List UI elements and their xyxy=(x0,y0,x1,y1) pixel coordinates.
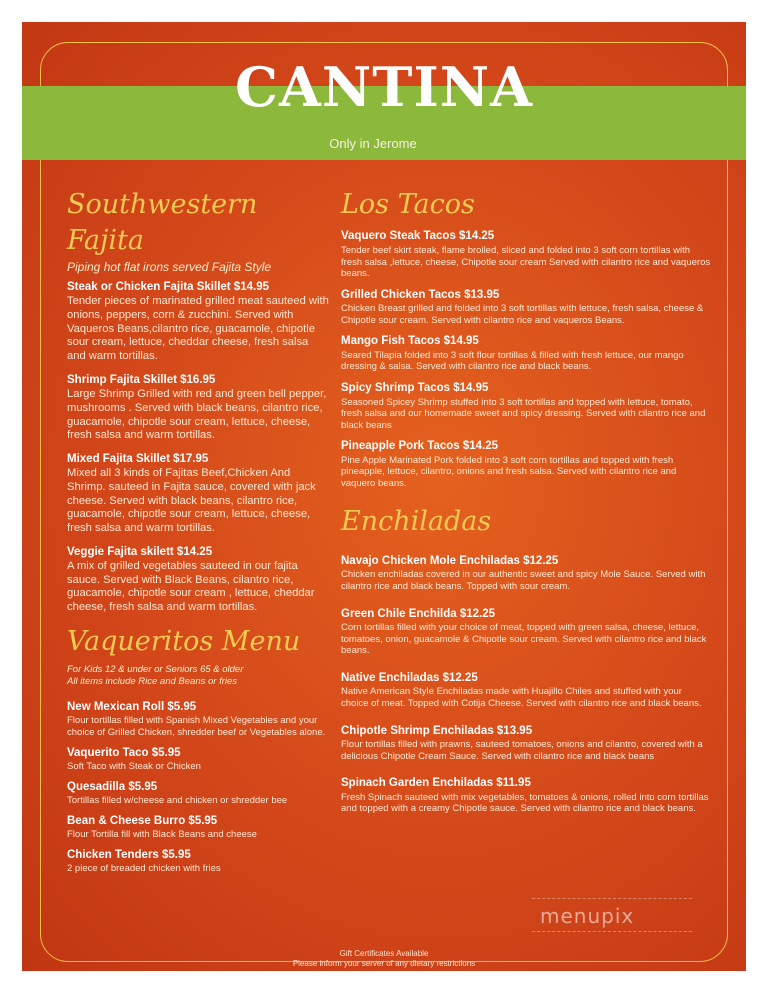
item-description: Tender beef skirt steak, flame broiled, sliced and folded into 3 soft corn tortillas with fresh salsa ,lettuce, cheese, Chipotle sour cream Served with cilantro rice and vaqueros beans. xyxy=(341,244,711,280)
item-description: Native American Style Enchiladas made with Huajillo Chiles and stuffed with your choice of meat. Topped with Cotija Cheese. Served with cilantro rice and black beans. xyxy=(341,686,702,709)
menu-item xyxy=(341,554,711,593)
restaurant-title: CANTINA xyxy=(235,55,533,119)
item-name: Grilled Chicken Tacos $13.95 xyxy=(341,288,500,301)
menu-item xyxy=(341,607,711,657)
menu-item xyxy=(67,545,330,615)
menu-item xyxy=(341,776,711,815)
item-name: Vaquero Steak Tacos $14.25 xyxy=(341,230,495,243)
item-name: Steak or Chicken Fajita Skillet $14.95 xyxy=(67,280,269,293)
item-description: Seared Tilapia folded into 3 soft flour tortillas & filled with fresh lettuce, our mango dressing & salsa. Served with cilantro rice and black beans. xyxy=(341,349,684,373)
menu-item xyxy=(341,288,711,327)
menu-item xyxy=(67,452,330,536)
menupix-watermark: menupix xyxy=(532,898,692,932)
item-description: Chicken enchiladas covered in our authentic sweet and spicy Mole Sauce. Served with cilantro rice and black beans. Topped with sour cream. xyxy=(341,569,706,593)
item-description: Flour tortillas filled with prawns, sauteed tomatoes, onions and cilantro, covered with a delicious Chipotle Cream Sauce. Served with cilantro rice and black beans xyxy=(341,739,703,762)
menu-item xyxy=(67,848,330,875)
item-name: Veggie Fajita skilett $14.25 xyxy=(67,545,213,558)
menu-item xyxy=(341,671,711,710)
item-description: Flour tortillas filled with Spanish Mixed Vegetables and your choice of Grilled Chicken, shredder beef or Vegetables alone. xyxy=(67,715,326,739)
menu-item xyxy=(341,229,711,279)
item-description: Mixed all 3 kinds of Fajitas Beef,Chicken And Shrimp. sauteed in Fajita sauce, covered with jack cheese. Served with black beans, cilantro rice, guacamole, chipotle sour cream, lettuce, cheese, fresh salsa and warm tortillas. xyxy=(67,467,316,534)
footer-gift-certificates: Gift Certificates Available xyxy=(339,949,429,958)
footer-dietary-note: Please inform your server of any dietary restrictions xyxy=(292,959,476,968)
item-name: Spinach Garden Enchiladas $11.95 xyxy=(341,777,531,790)
item-description: Pine Apple Marinated Pork folded into 3 soft corn tortillas and topped with fresh pineapple, lettuce, cilantro, onions and fresh salsa. Served with cilantro rice and vaquero beans. xyxy=(341,454,677,489)
item-name: Mixed Fajita Skillet $17.95 xyxy=(67,452,209,465)
item-name: Shrimp Fajita Skillet $16.95 xyxy=(67,373,216,386)
item-name: Spicy Shrimp Tacos $14.95 xyxy=(341,382,489,395)
menu-item xyxy=(341,724,711,763)
item-description: 2 piece of breaded chicken with fries xyxy=(67,863,221,875)
fajita-section-title: Southwestern Fajita xyxy=(67,189,258,257)
item-name: Chipotle Shrimp Enchiladas $13.95 xyxy=(341,724,533,737)
item-description: Corn tortillas filled with your choice of meat, topped with green salsa, cheese, lettuce, tomatoes, onion, guacamole & Chipotle sour cream. Served with cilantro rice and black beans. xyxy=(341,622,707,657)
item-description: Tortillas filled w/cheese and chicken or shredder bee xyxy=(67,795,288,807)
menu-item xyxy=(67,373,330,443)
restaurant-subtitle: Only in Jerome xyxy=(329,136,417,151)
item-description: Chicken Breast grilled and folded into 3 soft tortillas with lettuce, fresh salsa, cheese & Chipotle sour cream. Served with cilantro rice and vaqueros Beans. xyxy=(341,303,704,326)
item-name: Quesadilla $5.95 xyxy=(67,780,158,793)
vaqueritos-subtitle-1: For Kids 12 & under or Seniors 65 & older xyxy=(67,664,244,676)
item-name: Green Chile Enchilda $12.25 xyxy=(341,607,496,620)
menu-item xyxy=(67,746,330,773)
menu-item xyxy=(341,439,711,489)
menu-item xyxy=(67,280,330,364)
item-name: Vaquerito Taco $5.95 xyxy=(67,746,181,759)
menu-item xyxy=(341,381,711,431)
fajita-section-subtitle: Piping hot flat irons served Fajita Style xyxy=(67,259,272,274)
item-name: Mango Fish Tacos $14.95 xyxy=(341,335,479,348)
item-description: Seasoned Spicey Shrimp stuffed into 3 soft tortillas and topped with lettuce, tomato, fresh salsa and our homemade sweet and spicy dressing. Served with cilantro rice and black beans xyxy=(341,396,706,431)
item-description: A mix of grilled vegetables sauteed in our fajita sauce. Served with Black Beans, cilantro rice, guacamole, chipotle sour cream , lettuce, cheddar cheese, fresh salsa and warm tortillas. xyxy=(67,560,315,614)
item-description: Soft Taco with Steak or Chicken xyxy=(67,761,201,773)
item-name: Navajo Chicken Mole Enchiladas $12.25 xyxy=(341,554,559,567)
tacos-section-title: Los Tacos xyxy=(341,189,475,220)
menu-page xyxy=(22,22,746,971)
menu-item xyxy=(67,780,330,807)
item-name: Chicken Tenders $5.95 xyxy=(67,848,191,861)
item-description: Large Shrimp Grilled with red and green bell pepper, mushrooms . Served with black beans, cilantro rice, guacamole, chipotle sour cream, lettuce, cheese, fresh salsa and warm tortillas. xyxy=(67,388,327,442)
item-name: New Mexican Roll $5.95 xyxy=(67,700,197,713)
vaqueritos-subtitle-2: All items include Rice and Beans or fries xyxy=(67,676,238,688)
item-name: Pineapple Pork Tacos $14.25 xyxy=(341,440,499,453)
menu-item xyxy=(67,814,330,841)
item-description: Flour Tortilla fill with Black Beans and cheese xyxy=(67,829,257,841)
item-name: Native Enchiladas $12.25 xyxy=(341,671,478,684)
vaqueritos-section-title: Vaqueritos Menu xyxy=(67,625,301,657)
enchiladas-section-title: Enchiladas xyxy=(341,505,492,537)
menu-item xyxy=(341,334,711,373)
menu-item xyxy=(67,700,330,739)
item-name: Bean & Cheese Burro $5.95 xyxy=(67,814,218,827)
left-column xyxy=(67,187,330,882)
item-description: Fresh Spinach sauteed with mix vegetables, tomatoes & onions, rolled into corn tortillas and topped with a creamy Chipotle sauce. Served with cilantro rice and black beans. xyxy=(341,791,709,815)
menu-footer xyxy=(22,949,746,969)
right-column xyxy=(341,187,711,823)
item-description: Tender pieces of marinated grilled meat sauteed with onions, peppers, corn & zucchini. Served with Vaqueros Beans,cilantro rice, guacamole, chipotle sour cream, lettuce, cheddar cheese, fresh salsa and warm tortillas. xyxy=(67,295,329,363)
